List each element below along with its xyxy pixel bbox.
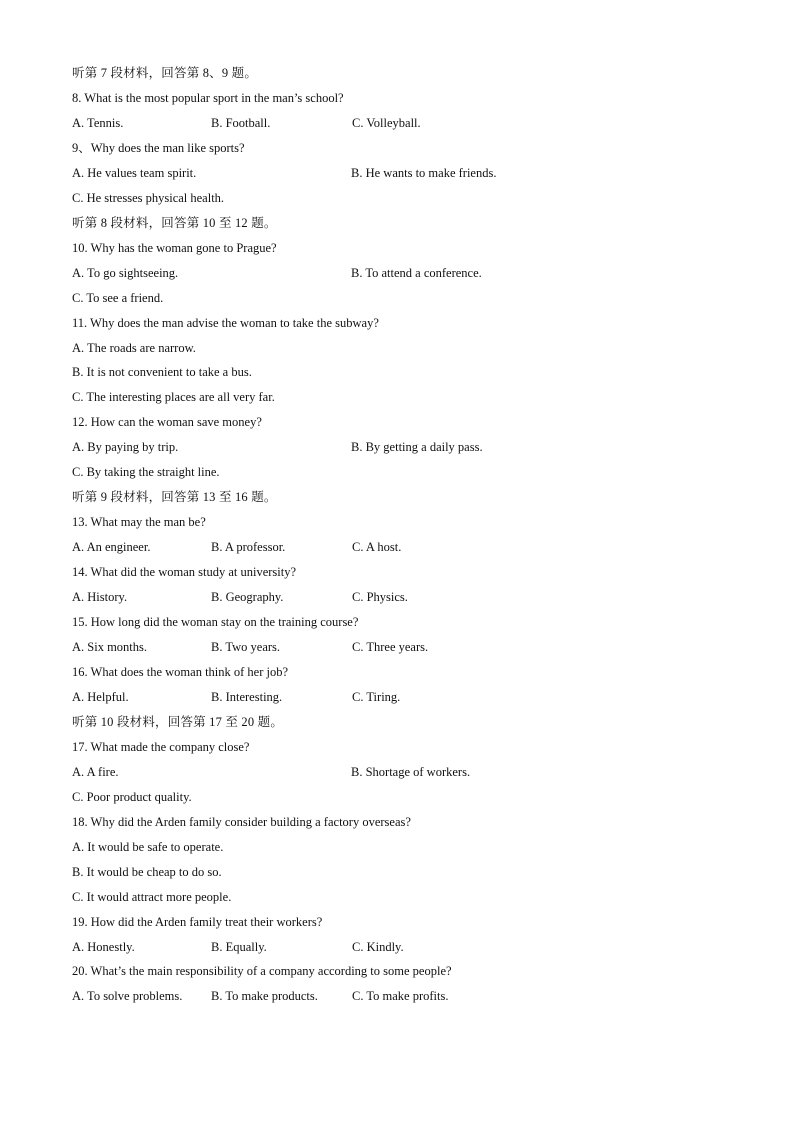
- option-b: B. It would be cheap to do so.: [72, 865, 222, 879]
- option-c: C. Physics.: [352, 590, 408, 604]
- question-10: 10. Why has the woman gone to Prague?: [72, 241, 277, 255]
- option-a: A. History.: [72, 590, 128, 604]
- option-c: C. A host.: [352, 540, 402, 554]
- question-9: 9、Why does the man like sports?: [72, 141, 245, 155]
- option-b: B. By getting a daily pass.: [351, 440, 483, 454]
- option-c: C. By taking the straight line.: [72, 465, 220, 479]
- option-c: C. The interesting places are all very far.: [72, 390, 275, 404]
- question-20: 20. What’s the main responsibility of a company according to some people?: [72, 964, 452, 978]
- option-a: A. Helpful.: [72, 690, 129, 704]
- option-b: B. He wants to make friends.: [351, 166, 497, 180]
- option-b: B. Interesting.: [211, 690, 283, 704]
- section-heading: 听第 7 段材料，回答第 8、9 题。: [72, 66, 258, 80]
- option-a: A. By paying by trip.: [72, 440, 179, 454]
- option-b: B. A professor.: [211, 540, 286, 554]
- option-c: C. He stresses physical health.: [72, 191, 225, 205]
- question-16: 16. What does the woman think of her job?: [72, 665, 289, 679]
- option-c: C. To see a friend.: [72, 291, 164, 305]
- option-b: B. Geography.: [211, 590, 284, 604]
- question-13: 13. What may the man be?: [72, 515, 206, 529]
- question-11: 11. Why does the man advise the woman to take the subway?: [72, 316, 379, 330]
- option-c: C. It would attract more people.: [72, 890, 232, 904]
- section-heading: 听第 8 段材料，回答第 10 至 12 题。: [72, 216, 277, 230]
- question-19: 19. How did the Arden family treat their workers?: [72, 915, 323, 929]
- option-c: C. Three years.: [352, 640, 429, 654]
- option-a: A. To go sightseeing.: [72, 266, 179, 280]
- section-heading: 听第 10 段材料，回答第 17 至 20 题。: [72, 715, 284, 729]
- option-a: A. It would be safe to operate.: [72, 840, 224, 854]
- question-15: 15. How long did the woman stay on the training course?: [72, 615, 359, 629]
- question-8: 8. What is the most popular sport in the man’s school?: [72, 91, 344, 105]
- option-b: B. To make products.: [211, 989, 318, 1003]
- question-17: 17. What made the company close?: [72, 740, 250, 754]
- question-18: 18. Why did the Arden family consider building a factory overseas?: [72, 815, 411, 829]
- option-a: A. Honestly.: [72, 940, 135, 954]
- option-b: B. Equally.: [211, 940, 267, 954]
- option-c: C. To make profits.: [352, 989, 449, 1003]
- option-b: B. Two years.: [211, 640, 281, 654]
- option-c: C. Poor product quality.: [72, 790, 192, 804]
- option-b: B. Football.: [211, 116, 271, 130]
- option-a: A. An engineer.: [72, 540, 151, 554]
- option-a: A. Tennis.: [72, 116, 124, 130]
- option-c: C. Tiring.: [352, 690, 401, 704]
- option-c: C. Volleyball.: [352, 116, 421, 130]
- option-a: A. To solve problems.: [72, 989, 183, 1003]
- option-a: A. He values team spirit.: [72, 166, 197, 180]
- section-heading: 听第 9 段材料，回答第 13 至 16 题。: [72, 490, 277, 504]
- option-a: A. The roads are narrow.: [72, 341, 196, 355]
- question-14: 14. What did the woman study at university?: [72, 565, 297, 579]
- option-b: B. To attend a conference.: [351, 266, 482, 280]
- option-a: A. A fire.: [72, 765, 119, 779]
- option-b: B. It is not convenient to take a bus.: [72, 365, 252, 379]
- question-12: 12. How can the woman save money?: [72, 415, 262, 429]
- option-c: C. Kindly.: [352, 940, 404, 954]
- option-b: B. Shortage of workers.: [351, 765, 471, 779]
- option-a: A. Six months.: [72, 640, 148, 654]
